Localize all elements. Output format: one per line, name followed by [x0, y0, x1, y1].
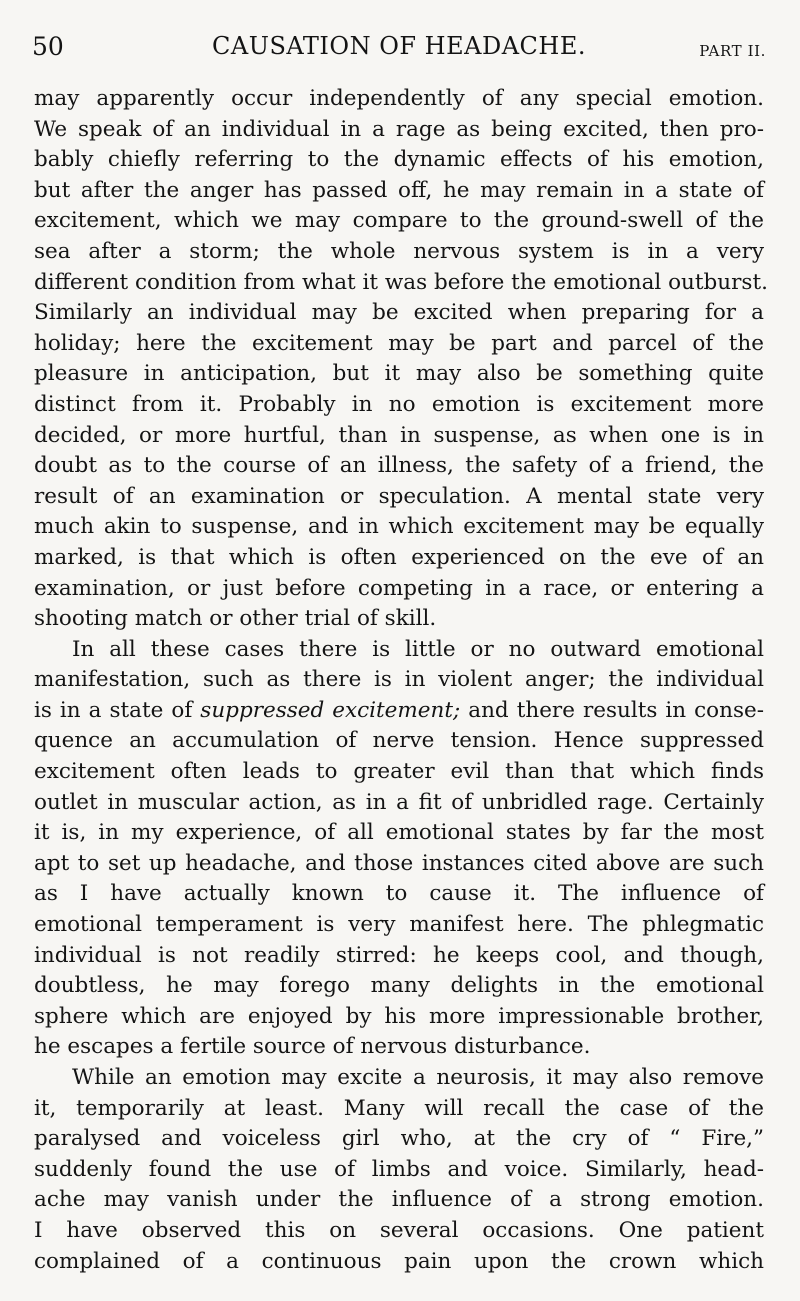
running-title: CAUSATION OF HEADACHE.	[212, 32, 586, 60]
text-line: manifestation, such as there is in violent anger; the individual	[34, 667, 764, 693]
text-line: pleasure in anticipation, but it may also be something quite	[34, 361, 764, 387]
text-line: doubt as to the course of an illness, the safety of a friend, the	[34, 453, 764, 479]
text-line: much akin to suspense, and in which excitement may be equally	[34, 514, 764, 540]
text-line: he escapes a fertile source of nervous disturbance.	[34, 1034, 591, 1060]
text-line: I have observed this on several occasions. One patient	[34, 1217, 764, 1243]
text-line: but after the anger has passed off, he may remain in a state of	[34, 177, 764, 203]
text-line: excitement, which we may compare to the ground-swell of the	[34, 208, 764, 234]
text-line: outlet in muscular action, as in a fit of unbridled rage. Certainly	[34, 789, 764, 815]
text-line: We speak of an individual in a rage as being excited, then pro-	[34, 116, 764, 142]
text-line: apt to set up headache, and those instances cited above are such	[34, 850, 764, 876]
text-line: individual is not readily stirred: he keeps cool, and though,	[34, 942, 764, 968]
text-line: While an emotion may excite a neurosis, it may also remove	[72, 1065, 764, 1090]
body-text	[34, 84, 768, 1277]
part-label: PART II.	[699, 42, 766, 60]
text-line: doubtless, he may forego many delights in the emotional	[34, 973, 764, 999]
text-line: result of an examination or speculation. A mental state very	[34, 483, 764, 509]
text-line: distinct from it. Probably in no emotion is excitement more	[34, 391, 764, 417]
text-line: suddenly found the use of limbs and voice. Similarly, head-	[34, 1156, 764, 1182]
text-line: it, temporarily at least. Many will recall the case of the	[34, 1095, 764, 1121]
text-line: decided, or more hurtful, than in suspense, as when one is in	[34, 422, 764, 448]
text-line: different condition from what it was before the emotional outburst.	[34, 269, 768, 295]
text-line: may apparently occur independently of any special emotion.	[34, 86, 764, 111]
text-line: sea after a storm; the whole nervous system is in a very	[34, 238, 764, 264]
running-header	[32, 28, 766, 68]
text-run: and there results in conse-	[460, 697, 764, 723]
page-number: 50	[32, 32, 64, 61]
text-line: Similarly an individual may be excited when preparing for a	[34, 300, 764, 326]
text-line-with-italic	[34, 696, 764, 727]
text-line: bably chiefly referring to the dynamic effects of his emotion,	[34, 147, 764, 173]
text-line: examination, or just before competing in a race, or entering a	[34, 575, 764, 601]
text-run: is in a state of	[34, 697, 201, 723]
text-line: marked, is that which is often experienced on the eve of an	[34, 544, 764, 570]
text-line: sphere which are enjoyed by his more impressionable brother,	[34, 1003, 764, 1029]
italic-phrase: suppressed excitement;	[200, 697, 461, 723]
text-line: holiday; here the excitement may be part and parcel of the	[34, 330, 764, 356]
text-line: ache may vanish under the influence of a strong emotion.	[34, 1187, 764, 1213]
text-line: emotional temperament is very manifest here. The phlegmatic	[34, 912, 764, 938]
text-line: it is, in my experience, of all emotional states by far the most	[34, 820, 764, 846]
text-line: paralysed and voiceless girl who, at the cry of “ Fire,”	[34, 1126, 764, 1152]
text-line: In all these cases there is little or no outward emotional	[72, 636, 764, 662]
text-line: complained of a continuous pain upon the crown which	[34, 1248, 764, 1274]
text-line: as I have actually known to cause it. The influence of	[34, 881, 764, 907]
text-line: quence an accumulation of nerve tension. Hence suppressed	[34, 728, 764, 754]
text-line: shooting match or other trial of skill.	[34, 606, 437, 632]
text-line: excitement often leads to greater evil than that which finds	[34, 759, 764, 785]
